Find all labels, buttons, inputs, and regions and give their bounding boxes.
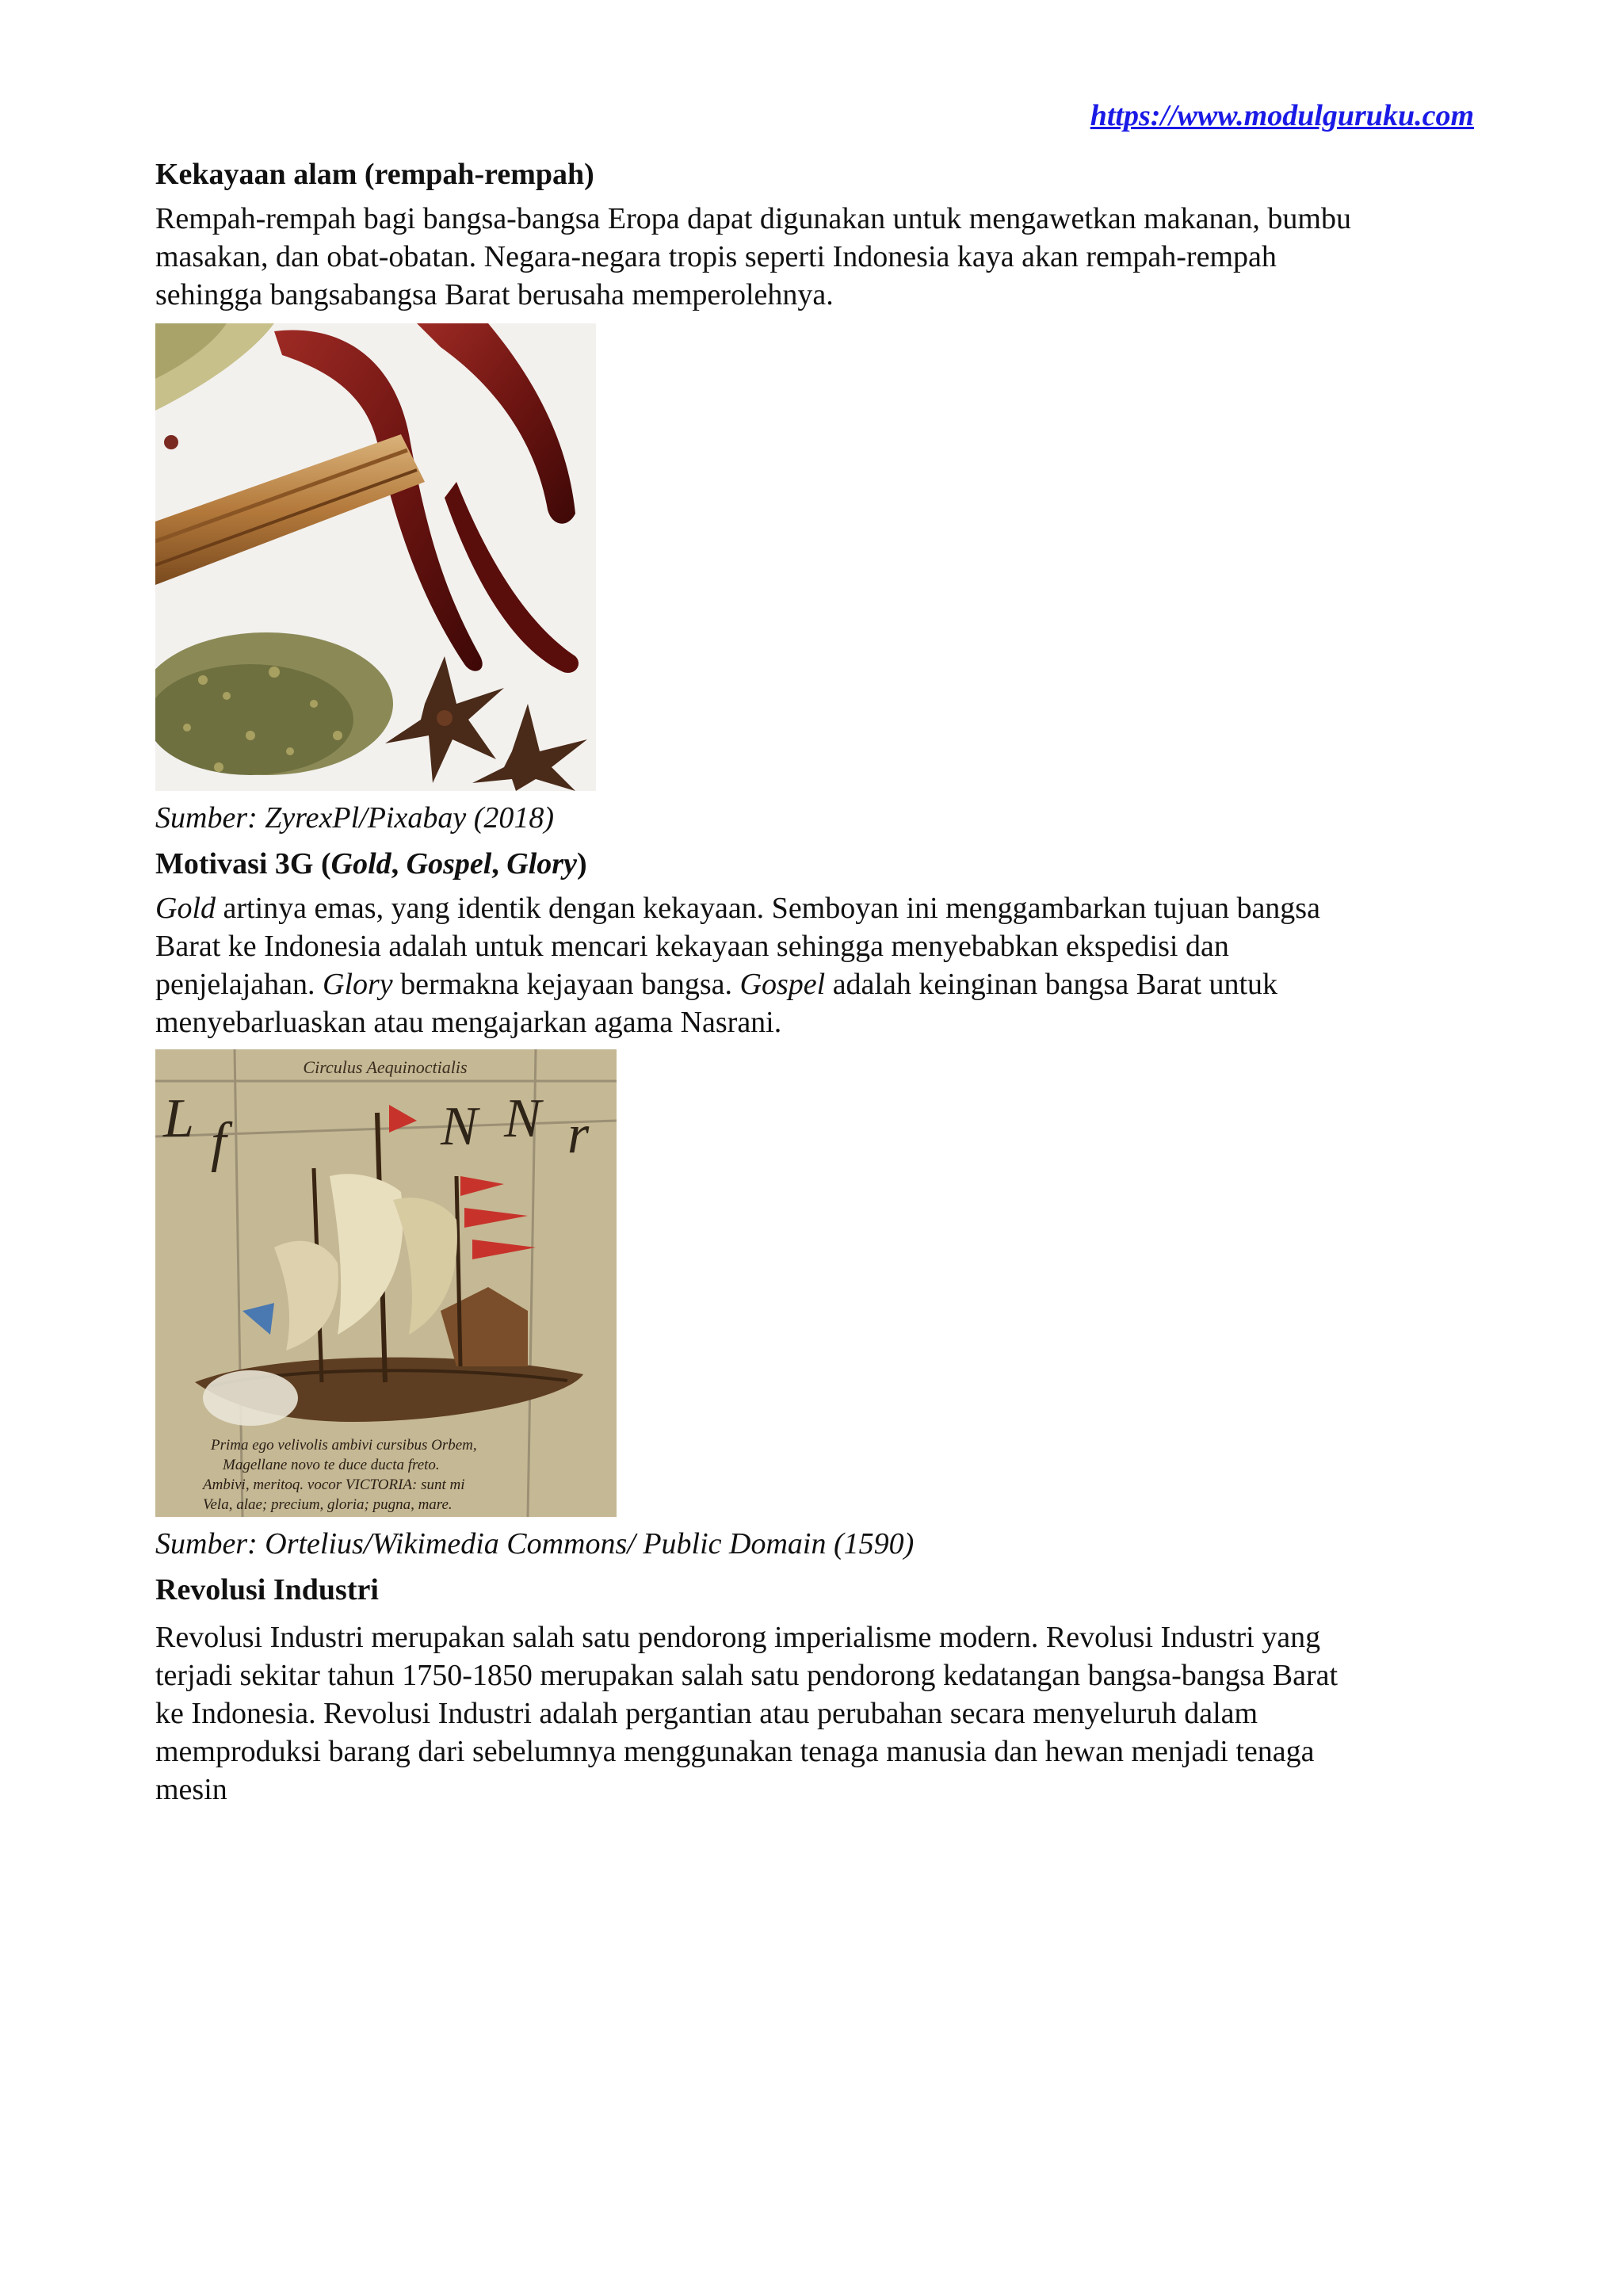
section-heading: Motivasi 3G (Gold, Gospel, Glory) [155,847,587,881]
body-line: mesin [155,1773,227,1806]
map-inscription-top: Circulus Aequinoctialis [303,1057,468,1077]
map-inscription-line: Magellane novo te duce ducta freto. [223,1457,440,1473]
source-url-link[interactable]: https://www.modulguruku.com [1090,99,1474,132]
body-line: menyebarluaskan atau mengajarkan agama Nasrani. [155,1006,782,1039]
body-line: Gold artinya emas, yang identik dengan kekayaan. Semboyan ini menggambarkan tujuan bangsa [155,892,1320,925]
map-inscription-line: Ambivi, meritoq. vocor VICTORIA: sunt mi [203,1477,465,1493]
image-caption: Sumber: Ortelius/Wikimedia Commons/ Public Domain (1590) [155,1527,915,1561]
map-inscription-line: Vela, alae; precium, gloria; pugna, mare. [203,1496,453,1513]
image-caption: Sumber: ZyrexPl/Pixabay (2018) [155,801,554,835]
section-industrial-revolution [155,1571,1487,1809]
section-3g [155,845,1487,1041]
body-line: penjelajahan. Glory bermakna kejayaan bangsa. Gospel adalah keinginan bangsa Barat untuk [155,968,1278,1001]
svg-text:L: L [163,1088,194,1149]
body-line: sehingga bangsabangsa Barat berusaha memperolehnya. [155,278,834,311]
caption-spices-block [155,799,1487,837]
map-inscription-line: Prima ego velivolis ambivi cursibus Orbem, [211,1437,477,1454]
body-line: Barat ke Indonesia adalah untuk mencari kekayaan sehingga menyebabkan ekspedisi dan [155,930,1229,963]
body-line: masakan, dan obat-obatan. Negara-negara tropis seperti Indonesia kaya akan rempah-rempah [155,240,1277,273]
svg-text:f: f [211,1112,227,1173]
body-line: ke Indonesia. Revolusi Industri adalah pergantian atau perubahan secara menyeluruh dalam [155,1697,1258,1730]
body-line: memproduksi barang dari sebelumnya menggunakan tenaga manusia dan hewan menjadi tenaga [155,1735,1315,1768]
svg-text:N: N [441,1096,478,1157]
body-line: Revolusi Industri merupakan salah satu pendorong imperialisme modern. Revolusi Industri yang [155,1621,1321,1654]
svg-text:N: N [504,1088,541,1149]
svg-text:r: r [567,1104,590,1165]
ship-map-image [155,1049,617,1517]
section-heading: Kekayaan alam (rempah-rempah) [155,158,594,191]
spices-photo [155,323,596,791]
caption-ship-block [155,1525,1487,1563]
section-spices [155,155,1487,314]
section-heading: Revolusi Industri [155,1573,379,1606]
body-line: Rempah-rempah bagi bangsa-bangsa Eropa dapat digunakan untuk mengawetkan makanan, bumbu [155,202,1351,235]
body-line: terjadi sekitar tahun 1750-1850 merupakan salah satu pendorong kedatangan bangsa-bangsa Barat [155,1659,1338,1692]
